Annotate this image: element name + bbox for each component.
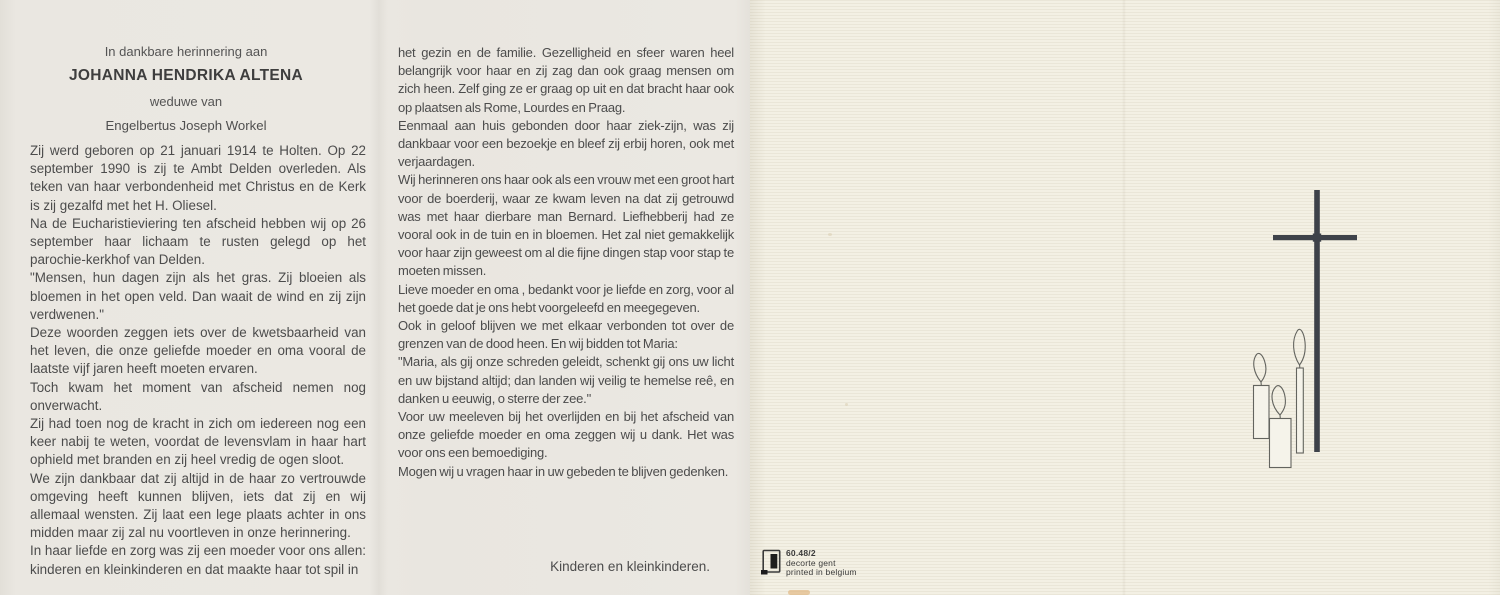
flame-icon: [1294, 329, 1306, 365]
printer-code: 60.48/2: [786, 548, 816, 558]
cross-and-candles-illustration: [1220, 180, 1420, 480]
paragraph: Zij werd geboren op 21 januari 1914 te Holten. Op 22 september 1990 is zij te Ambt Delden overleden. Als teken van haar verbondenheid met Christus en de Kerk is zij gezalfd met het H. Oliesel.: [30, 143, 366, 213]
right-column-text: [398, 0, 734, 481]
left-column-text: [30, 142, 366, 579]
scan-artifact: [788, 590, 810, 595]
inside-right-page: [398, 0, 734, 595]
spouse-name: Engelbertus Joseph Workel: [105, 118, 267, 133]
paragraph: In haar liefde en zorg was zij een moeder voor ons allen: kinderen en kleinkinderen en dat maakte haar tot spil in: [30, 543, 366, 577]
printer-mark: [760, 549, 857, 578]
paragraph: Lieve moeder en oma , bedankt voor je liefde en zorg, voor al het goede dat je ons hebt voorgeleefd en meegegeven.: [398, 281, 734, 315]
cross-icon: [1273, 190, 1357, 452]
printer-logo-icon: [760, 549, 782, 576]
paper-speck: [845, 403, 848, 406]
paragraph: Zij had toen nog de kracht in zich om iedereen nog een keer nabij te weten, voordat de levensvlam in haar hart ophield met branden en zij heel vredig de ogen sloot.: [30, 416, 366, 468]
paragraph: Eenmaal aan huis gebonden door haar ziek-zijn, was zij dankbaar voor een bezoekje en bleef zij erbij horen, ook met verjaardagen.: [398, 117, 734, 170]
taper-candle-icon: [1294, 329, 1306, 453]
paragraph: Deze woorden zeggen iets over de kwetsbaarheid van het leven, die onze geliefde moeder en oma vooral de laatste vijf jaren heeft moeten ervaren.: [30, 325, 366, 377]
paragraph: Na de Eucharistieviering ten afscheid hebben wij op 26 september haar lichaam te rusten gelegd op het parochie-kerkhof van Delden.: [30, 215, 366, 268]
paragraph: We zijn dankbaar dat zij altijd in de haar zo vertrouwde omgeving heeft kunnen blijven, iets dat zij en wij allemaal wensten. Zij laat een lege plaats achter in ons midden maar zij zal nu voortleven in onze herinnering.: [30, 470, 366, 541]
fold-gutter: [370, 0, 388, 595]
candle-icon: [1270, 386, 1292, 468]
cover-fold-line: [1122, 0, 1126, 595]
flame-icon: [1272, 386, 1285, 415]
printer-origin: printed in belgium: [786, 567, 857, 578]
inside-left-page: [30, 0, 366, 579]
paragraph: Toch kwam het moment van afscheid nemen nog onverwacht.: [30, 379, 366, 413]
paragraph: Voor uw meeleven bij het overlijden en bij het afscheid van onze geliefde moeder en oma zeggen wij u dank. Het was voor ons een bemoediging.: [398, 409, 734, 461]
candle-icon: [1254, 353, 1270, 438]
printer-name: decorte gent: [786, 557, 836, 568]
signature-line: Kinderen en kleinkinderen.: [550, 559, 710, 574]
card-cover-spread: [750, 0, 1500, 595]
printer-mark-text: [786, 549, 857, 578]
flame-icon: [1254, 353, 1266, 382]
intro-line: In dankbare herinnering aan: [104, 44, 268, 59]
paragraph: Ook in geloof blijven we met elkaar verbonden tot over de grenzen van de dood heen. En wij bidden tot Maria:: [398, 318, 734, 352]
paragraph: Mogen wij u vragen haar in uw gebeden te blijven gedenken.: [398, 463, 729, 479]
paper-speck: [828, 233, 832, 236]
paragraph: "Maria, als gij onze schreden geleidt, schenkt gij ons uw licht en uw bijstand altijd; dan landen wij veilig te hemelse reê, en danken u eeuwig, o sterre der zee.": [398, 354, 734, 406]
paragraph: "Mensen, hun dagen zijn als het gras. Zij bloeien als bloemen in het open veld. Dan waait de wind en zij zijn verdwenen.": [30, 270, 366, 322]
relation-line: weduwe van: [149, 94, 223, 109]
paragraph: Wij herinneren ons haar ook als een vrouw met een groot hart voor de boerderij, waar ze kwam leven na dat zij getrouwd was met haar dierbare man Bernard. Liefhebberij had ze vooral ook in de tuin en in bloemen. Het zal niet gemakkelijk voor haar zijn geweest om al die fijne dingen stap voor stap te moeten missen.: [398, 172, 734, 279]
memorial-header: [30, 0, 342, 133]
deceased-name: JOHANNA HENDRIKA ALTENA: [69, 67, 303, 84]
paragraph: het gezin en de familie. Gezelligheid en sfeer waren heel belangrijk voor haar en zij zag dan ook graag mensen om zich heen. Zelf ging ze er graag op uit en dat bracht haar ook op plaatsen als Rome, Lourdes en Praag.: [398, 45, 734, 115]
